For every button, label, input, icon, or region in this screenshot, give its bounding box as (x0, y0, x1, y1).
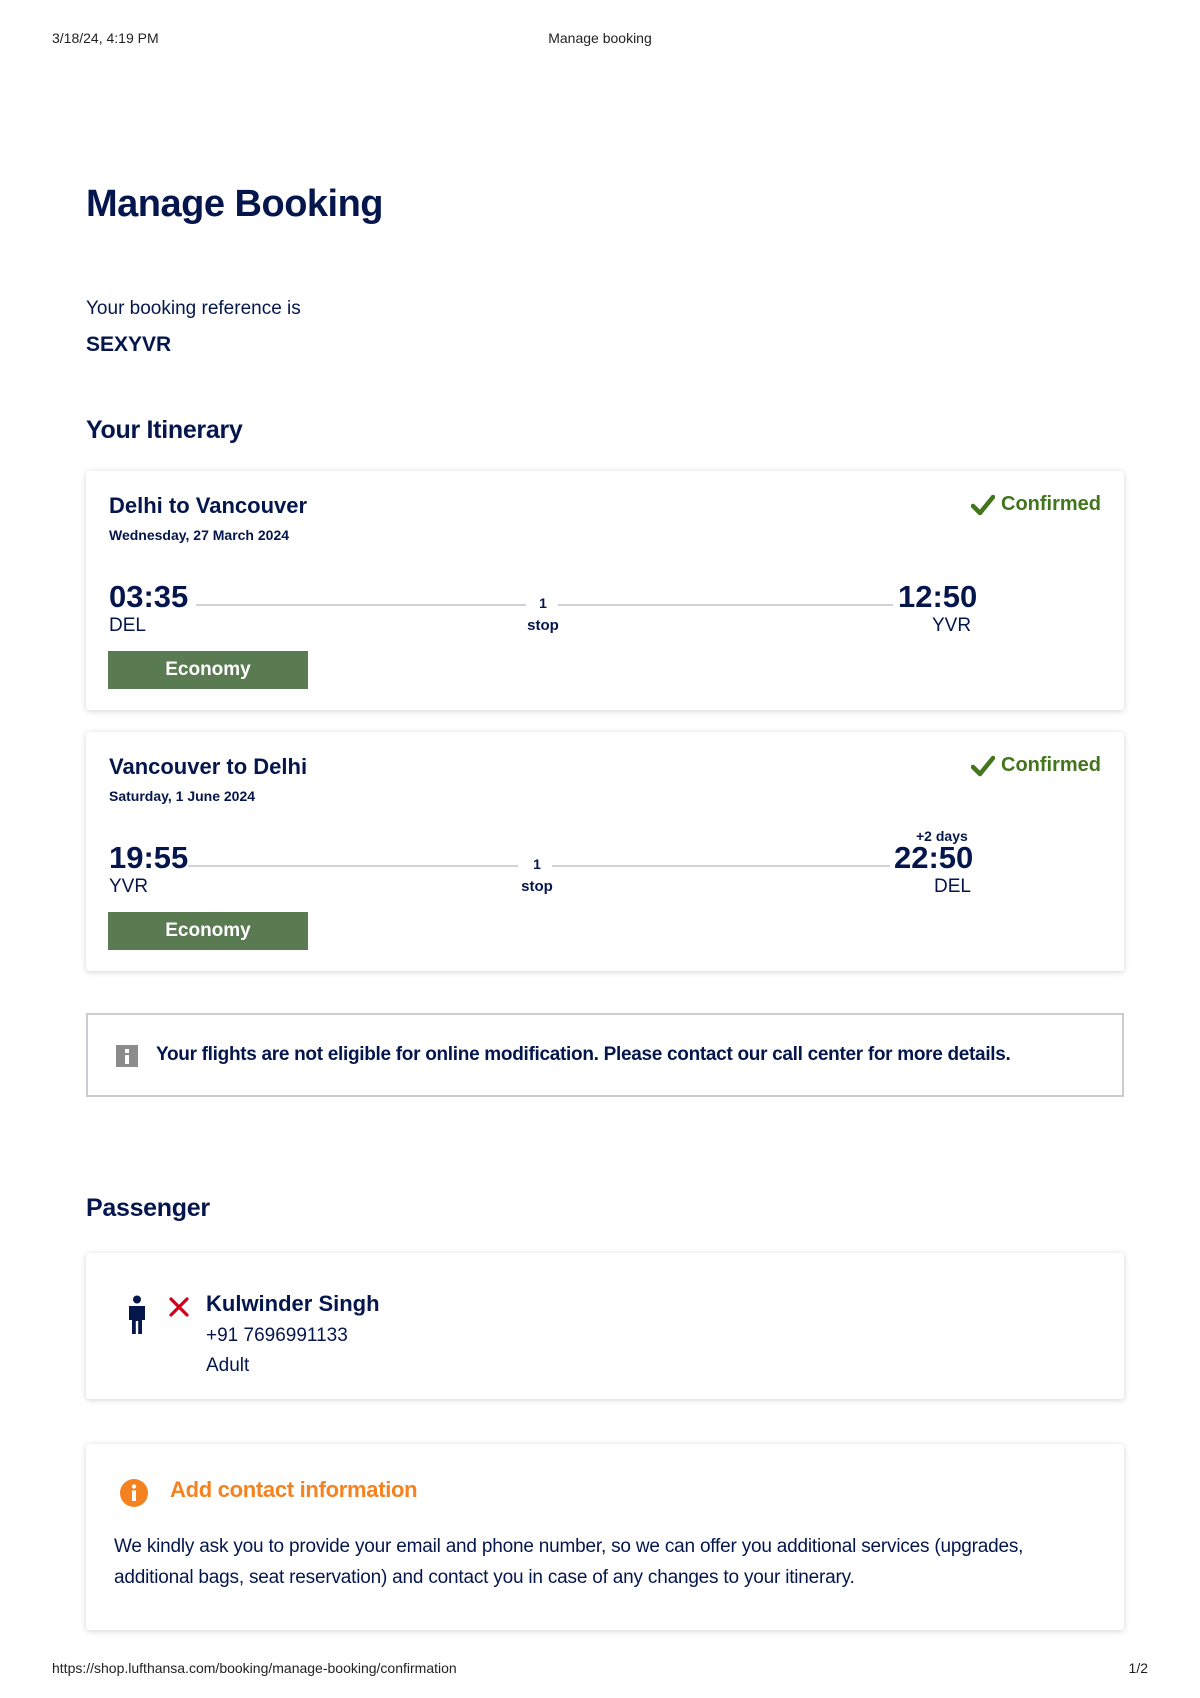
stops-count: 1 (539, 595, 547, 611)
print-url: https://shop.lufthansa.com/booking/manage-booking/confirmation (52, 1660, 457, 1676)
print-datetime: 3/18/24, 4:19 PM (52, 30, 159, 46)
passenger-name: Kulwinder Singh (206, 1291, 380, 1316)
route-line (558, 604, 893, 606)
person-icon (126, 1295, 148, 1335)
flight-status (971, 754, 1101, 777)
route-line (196, 604, 526, 606)
departure-airport: DEL (109, 615, 146, 636)
arrival-time: 22:50 (894, 840, 974, 875)
notice-message: Your flights are not eligible for online modification. Please contact our call center for more details. (156, 1044, 1011, 1065)
fare-class-badge: Economy (108, 912, 308, 950)
booking-reference-code: SEXYVR (86, 333, 172, 356)
booking-reference-label: Your booking reference is (86, 298, 301, 319)
departure-airport: YVR (109, 876, 149, 897)
passenger-phone: +91 7696991133 (206, 1325, 348, 1346)
checkmark-icon (971, 494, 995, 516)
close-icon[interactable] (168, 1296, 190, 1318)
flight-card-outbound[interactable] (86, 471, 1124, 710)
flight-card-return[interactable] (86, 732, 1124, 971)
arrival-day-offset: +2 days (916, 828, 968, 844)
route-line (552, 865, 890, 867)
print-header (52, 30, 1148, 50)
contact-info-message: We kindly ask you to provide your email and phone number, so we can offer you additional services (upgrades, additional bags, seat reservation) and contact you in case of any changes to your itinerary. (114, 1536, 1024, 1588)
stops-label: stop (527, 617, 559, 634)
route-line (188, 865, 518, 867)
arrival-airport: DEL (934, 876, 971, 897)
passenger-title: Passenger (86, 1194, 210, 1222)
print-footer (52, 1660, 1148, 1680)
flight-date: Wednesday, 27 March 2024 (109, 527, 290, 543)
stops-count: 1 (533, 856, 541, 872)
itinerary-title: Your Itinerary (86, 416, 243, 444)
flight-status (971, 493, 1101, 516)
print-page-number: 1/2 (1128, 1660, 1148, 1676)
checkmark-icon (971, 755, 995, 777)
flight-route: Delhi to Vancouver (109, 493, 308, 518)
departure-time: 03:35 (109, 579, 189, 614)
flight-date: Saturday, 1 June 2024 (109, 788, 256, 804)
contact-info-card[interactable] (86, 1444, 1124, 1630)
fare-class-badge: Economy (108, 651, 308, 689)
print-page-title: Manage booking (548, 30, 652, 46)
arrival-time: 12:50 (898, 579, 978, 614)
arrival-airport: YVR (932, 615, 972, 636)
flight-route: Vancouver to Delhi (109, 754, 308, 779)
info-circle-icon (120, 1479, 148, 1507)
passenger-card[interactable] (86, 1253, 1124, 1399)
page-title: Manage Booking (86, 183, 384, 225)
add-contact-info-link[interactable]: Add contact information (170, 1477, 418, 1502)
modification-notice (86, 1013, 1124, 1097)
stops-label: stop (521, 878, 553, 895)
flight-status-label: Confirmed (1001, 754, 1101, 776)
passenger-type: Adult (206, 1355, 250, 1376)
info-icon (116, 1045, 138, 1067)
flight-status-label: Confirmed (1001, 493, 1101, 515)
departure-time: 19:55 (109, 840, 189, 875)
